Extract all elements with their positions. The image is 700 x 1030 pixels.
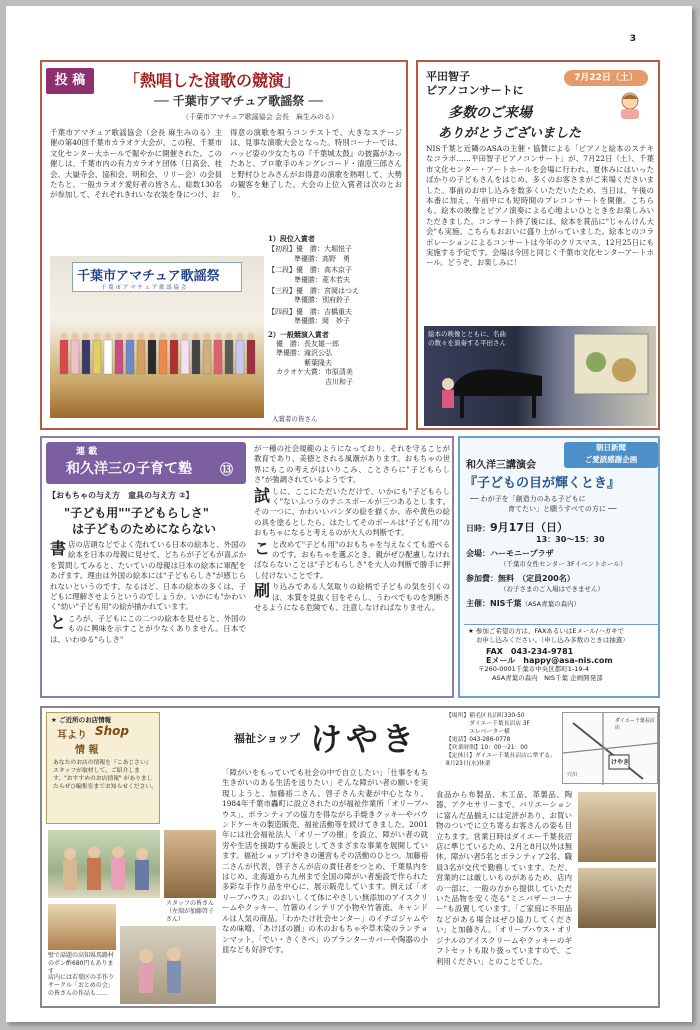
lecture-date: 9月17日（日） xyxy=(490,521,568,534)
result-winner: 優 勝：宮岡はつえ xyxy=(296,287,359,296)
fee-label: 参加費： xyxy=(466,574,498,583)
shop-map xyxy=(562,712,658,784)
result-group xyxy=(268,245,404,264)
column-headline-1: "子ども用""子どもらしさ" xyxy=(64,506,210,520)
result-runner: 準優勝：菱木若夫 xyxy=(294,275,350,284)
contest-text-col2: 得意の演歌を唄うコンテストで、大きなステージは、見事な演歌大会となった。特別コーナーでは、ハッピ姿の少女たちの『千葉城太鼓』の披露があったあと、プロ歌手のキングレコード・清澄三郎さんと野村ひとみさんがお得意の演歌を熱唱して、大勢の観客を魅了した。大会の上位入賞者は次のとおり。 xyxy=(230,128,402,200)
dropcap: と xyxy=(50,612,67,632)
shop-interior-photo-3 xyxy=(578,868,656,928)
lecture-org-row xyxy=(466,598,658,610)
column-tag: 連 載 xyxy=(76,447,98,457)
column-number: ⑬ xyxy=(220,463,234,478)
map-label-anagawa: 穴川 xyxy=(567,772,578,778)
lecture-title: 『子どもの目が輝くとき』 xyxy=(464,476,621,491)
general-result: 紫葉隆夫 xyxy=(276,358,332,367)
contest-subtitle: ── 千葉市アマチュア歌謡祭 ── xyxy=(154,94,323,108)
dropcap: こ xyxy=(254,538,271,558)
column-subheading: 【おもちゃの与え方 童具の与え方 ②】 xyxy=(48,491,194,500)
general-result: 準優勝：滝沢公弘 xyxy=(276,349,332,358)
contest-photo-caption: 入賞者の皆さん xyxy=(272,415,318,423)
result-group xyxy=(268,266,404,285)
result-rank: 【四段】 xyxy=(268,307,296,316)
info-line: エレベーター横 xyxy=(446,729,510,735)
column-header xyxy=(46,442,246,484)
info-line: 【電話】043-286-0778 xyxy=(446,737,511,743)
contact-note-1: ★ 参加ご希望の方は、FAXあるいはEメール/ハガキで xyxy=(468,627,625,635)
dropcap: 書 xyxy=(50,540,67,558)
lecture-org-sub: （ASA青葉の森内） xyxy=(521,600,581,608)
shop-text-col1: 「障がいをもっていても社会の中で自立したい」「仕事をもち生きがいのある生活を送りたい」そんな障がい者の願いを実現しようと、加藤裕二さん、啓子さん夫妻が中心となり、1984年千葉市轟町に設立されたのが福祉作業所「オリーブハウス」。ボランティアの協力を得ながら手焼きクッキーやパウンドケーキの製造販売、福祉活動等を続けてきました。2001年には社会福祉法人「オリーブの樹」を設立、障がい者の就労や生活を援助する施設としてさまざまな事業を展開しています。福祉ショップけやきの運営もその活動のひとつ。加藤裕二さんが代表、啓子さんが店の責任者をつとめ、千葉県内をはじめ、北海道から九州まで全国の障がい者施設で作られた多彩な手作り品を中心に、展示販売しています。例えば「オリーブハウス」のおいしくて体にやさしい無添加のアイスクリームやクッキー、竹箸のインテリア小物や竹箸流、キャンドルは人気の商品。「わかたけ社会センター」のイチゴジャムやなめ味噌、「あけぼの園」の木のおもちゃや草木染のランチョンマット、「でい・さくさべ」のプランターカバーや陶器の小皿なども好評です。 xyxy=(222,768,428,954)
shop-article xyxy=(40,706,660,1008)
results-heading-2: 2）一般競演入賞者 xyxy=(268,329,329,339)
shop-label: 福祉ショップ xyxy=(234,732,300,745)
result-winner: 優 勝：吉橋重夫 xyxy=(296,307,352,316)
contest-author: （千葉市アマチュア歌謡協会 会長 麻生みのる） xyxy=(182,113,339,121)
contest-article xyxy=(40,60,408,430)
result-group xyxy=(268,308,404,327)
corner-body: あなたのお店の情報を『こあじさい』スタッフが取材して、ご紹介します。"おすすめのお店情報" がありましたらぜひ編集室までお知らせください。 xyxy=(53,760,157,790)
banner-subtitle: 千 葉 市 ア マ チ ュ ア 歌 謡 協 会 xyxy=(101,285,187,291)
lecture-sub-2: 育てたい」と願うすべての方に ── xyxy=(508,505,617,513)
ponzu-photo xyxy=(48,904,116,950)
result-rank: 【三段】 xyxy=(268,287,296,296)
info-line: 【場所】稲毛区長沼町330-50 xyxy=(446,713,525,719)
general-result: カラオケ大賞：市原清美 xyxy=(276,368,353,377)
piano-photo-caption: 絵本の映像とともに、名曲の数々を演奏する平田さん xyxy=(428,330,506,347)
results-heading-1: 1）段位入賞者 xyxy=(268,234,315,243)
result-winner: 優 勝：高木京子 xyxy=(296,266,352,275)
date-label: 日時： xyxy=(466,524,490,533)
column-title: 和久洋三の子育て塾 xyxy=(66,461,192,477)
contest-text-col1: 千葉市アマチュア歌謡協会（会長 麻生みのる）主催の第40回千葉市カラオケ大会が、この程、千葉市文化センター大ホールで賑やかに開催された。この催しは、千葉市内の有力カラオケ団体（日高会、桂会、大嶽寺会、協和会、明和会、リリー会）の会員たちと、一般カラオケ愛好者の皆さん、総数130名が参加して、それぞれきれいな衣装を身につけ、お xyxy=(50,128,222,200)
lecture-venue-sub: （千葉市女性センター 3Fイベントホール） xyxy=(500,560,627,568)
map-label-keyaki: けやき xyxy=(611,759,630,766)
ponzu-caption: 壁で話題の高知県馬路村のポン酢680円もあります xyxy=(48,952,115,975)
shop-interior-photo-1 xyxy=(164,830,216,898)
lecture-org: NIS千葉 xyxy=(490,599,522,608)
corner-heading: ★ ご近所のお店情報 xyxy=(51,716,112,724)
shop-interior-photo-2 xyxy=(578,792,656,862)
crafts-photo xyxy=(120,926,216,1004)
contact-fax: FAX 043-234-9781 xyxy=(486,647,574,656)
result-rank: 【初段】 xyxy=(268,245,296,254)
dropcap: 試 xyxy=(254,485,271,505)
general-result: 優 勝：長友雄一郎 xyxy=(276,340,339,349)
piano-title-3: 多数のご来場 xyxy=(448,105,532,121)
staff-photo xyxy=(48,830,160,898)
venue-label: 会場： xyxy=(466,549,490,558)
column-paragraph: ころが、子どもにこの二つの絵本を見せると、外国のものに興味を示すことが少なくありません。日本では、いわゆる"らしさ" xyxy=(50,613,246,644)
contest-stage-photo xyxy=(50,256,264,418)
dropcap: 刷 xyxy=(254,581,271,601)
piano-title-4: ありがとうございました xyxy=(438,126,582,141)
lecture-time: 13：30〜15：30 xyxy=(536,535,605,544)
contest-title: 「熱唱した演歌の競演」 xyxy=(124,71,301,90)
column-paragraph: 店の店頭などでよく売れている日本の絵本と、外国の絵本を日本の母親に見せて、どちらが子どもが喜ぶかを質問してみると、たいていの母親は日本の絵本に軍配をあげます。理由は外国の絵本には"子どもらしさ"が感じられないというのです。なるほど、日本の絵本の多くは、子どもに理解させようというのでしょうか、いかにも"かわいく"幼い"子ども用"の絵が描かれています。 xyxy=(50,540,246,612)
corner-title-1: 耳より xyxy=(57,730,87,741)
piano-title-2: ピアノコンサートに xyxy=(426,84,524,97)
contest-results xyxy=(268,234,404,387)
column-paragraph: が一種の社会規範のようになっており、それを守ることが教育であり、美徳とされる風潮があります。おもちゃの世界にもこの考えがはいりこみ、ことさらに"子どもらしさ"が強調されているようです。 xyxy=(254,444,450,485)
piano-child-illustration xyxy=(612,90,648,120)
lecture-fee-row xyxy=(466,573,658,584)
lecture-name: 和久洋三講演会 xyxy=(466,460,536,471)
grand-piano-shape xyxy=(424,326,656,426)
contact-address-2: ASA青葉の森内 NIS千葉 企画開発部 xyxy=(492,674,603,682)
lecture-badge xyxy=(564,442,658,468)
lecture-date-row xyxy=(466,522,658,534)
lecture-fee: 無料 （定員200名） xyxy=(498,574,575,583)
contact-address: 〒260-0001千葉市中央区都町1-19-4 xyxy=(478,665,590,673)
shop-info xyxy=(446,712,558,768)
contribution-tag: 投 稿 xyxy=(46,68,94,94)
result-runner: 準優勝：高野 勇 xyxy=(294,254,350,263)
shop-name: けやき xyxy=(310,720,419,758)
column-text-col1 xyxy=(50,540,246,694)
lecture-fee-sub: （お子さまのご入場はできません） xyxy=(500,585,604,593)
map-label-daiei: ダイエー千葉長沼店 xyxy=(615,718,655,731)
lecture-announcement xyxy=(458,436,660,698)
shop-corner-box xyxy=(46,712,160,824)
lecture-details xyxy=(466,522,658,610)
badge-line-2: ご愛読感謝企画 xyxy=(584,455,638,464)
piano-concert-article xyxy=(416,60,660,430)
piano-date-badge: 7月22日（土） xyxy=(564,70,648,86)
info-line: 【営業時間】10：00〜21：00 xyxy=(446,745,528,751)
contact-email[interactable]: Eメール happy@asa-nis.com xyxy=(486,656,613,665)
column-text-col2 xyxy=(254,444,450,694)
column-headline-2: は子どものためにならない xyxy=(72,522,217,536)
column-paragraph: と改めて"子ども用"のおもちゃを与えなくても遊べるのです。おもちゃを選ぶとき、親がぜひ配慮しなければならないことは"子どもらしさ"を大人の判断で勝手に押し付けないことです。 xyxy=(254,539,450,580)
crafts-caption: 店内には若葉区の手作りサークル「おとめの会」の皆さんの作品も…… xyxy=(48,974,115,997)
piano-concert-photo xyxy=(424,326,656,426)
result-rank: 【二段】 xyxy=(268,266,296,275)
result-runner: 準優勝：別府鈴子 xyxy=(294,296,350,305)
result-winner: 優 勝：大堀悦子 xyxy=(296,245,352,254)
lecture-contact xyxy=(464,624,658,696)
banner-title: 千葉市アマチュア歌謡祭 xyxy=(77,269,220,284)
lecture-venue-row xyxy=(466,548,658,559)
corner-title-3: 情 報 xyxy=(75,745,99,756)
info-line: 【定休日】ダイエー千葉長沼店に準ずる。8月23日(水)休業 xyxy=(446,753,556,767)
page-number: 3 xyxy=(629,34,636,44)
stage-people-illustration xyxy=(50,256,264,418)
shop-text-col2: 食品から布製品、木工品、革製品、陶器、アクセサリーまで、バリエーションに富んだ品揃えには定評があり、お買い物のついでに立ち寄るお客さんの姿も目立ちます。営業日時はダイエー千葉長沼店に準じているため、2月と8月以外は無休。障がい者5名とボランティア2名、職員3名が交代で勤務しています。ただ、営業的には厳しいものがあるため、店内の一部に、一般の方から提供していただいた品物を安く売る"ミニバザーコーナー"も設置しています。「ご家庭に不用品などがある場合はぜひ協力してください」と加藤さん。「オリーブハウス・オリジナルのアイスクリームやクッキーのギフトセットも取り扱っていますので、ご利用ください」とのことでした。 xyxy=(436,790,572,966)
info-line: ダイエー千葉長沼店 3F xyxy=(446,721,530,727)
corner-title-2: Shop xyxy=(95,724,130,738)
lecture-venue: ハーモニープラザ xyxy=(490,549,554,558)
newsletter-page xyxy=(6,6,692,1022)
lecture-sub-1: ── わが子を「創造力のある子どもに xyxy=(470,495,586,503)
column-paragraph: しに、ここにただいただけで、いかにも"子どもらしく"ないふつうのテニスボールが三つあるとします。その一つに、かわいいパンダの絵を描くか、赤や黄色の絵の具を塗るとしたら、はたしてそのボールは"子ども用"のおもちゃになると考えるのが大人の判断です。 xyxy=(254,486,450,538)
column-paragraph: り込みである人気取りの絵柄で子どもの気を引くのは、本質を見抜く目をそらし、うわべでものを判断させるようになる危険でも、注意しなければなりません。 xyxy=(254,582,450,613)
piano-title-1: 平田智子 xyxy=(426,70,470,83)
parenting-column xyxy=(40,436,454,698)
result-group xyxy=(268,287,404,306)
general-result: 吉川和子 xyxy=(276,377,353,386)
org-label: 主催： xyxy=(466,599,490,608)
contact-note-2: お申し込みください。（申し込み多数のときは抽選） xyxy=(476,636,629,644)
result-runner: 準優勝：岡 妙子 xyxy=(294,317,350,326)
staff-photo-caption: スタッフの皆さん（左端が加藤啓子さん） xyxy=(166,900,215,923)
badge-line-1: 朝日新聞 xyxy=(596,443,626,452)
piano-body-text: NIS千葉と近隣のASAの主催・協賛による「ピアノと絵本のステキなコラボ……平田智子ピアノコンサート」が、7月22日（土）、千葉市文化センター・アートホールを会場に行われ、夏休みにはいったばかりの子どもさんをはじめ、多くのお客さまがご来場くださいました。事前のお申し込みを数多くいただいたため、当日は、午後の本番に加え、午前中にも短時間のプレコンサートを開催。こちらも、絵本の映像とピアノ演奏による心地よいひとときをお楽しみいただきました。コンサート終了後には、絵本を賞品に"じゃんけん大会"も実施。こちらもおおいに盛り上がっていました。絵本とのコラボレーションによるコンサートは今年のクリスマス、12月25日にも実施する予定です。会場は今回と同じく千葉市文化センターアートホール。どうぞ、お楽しみに！ xyxy=(426,144,654,268)
